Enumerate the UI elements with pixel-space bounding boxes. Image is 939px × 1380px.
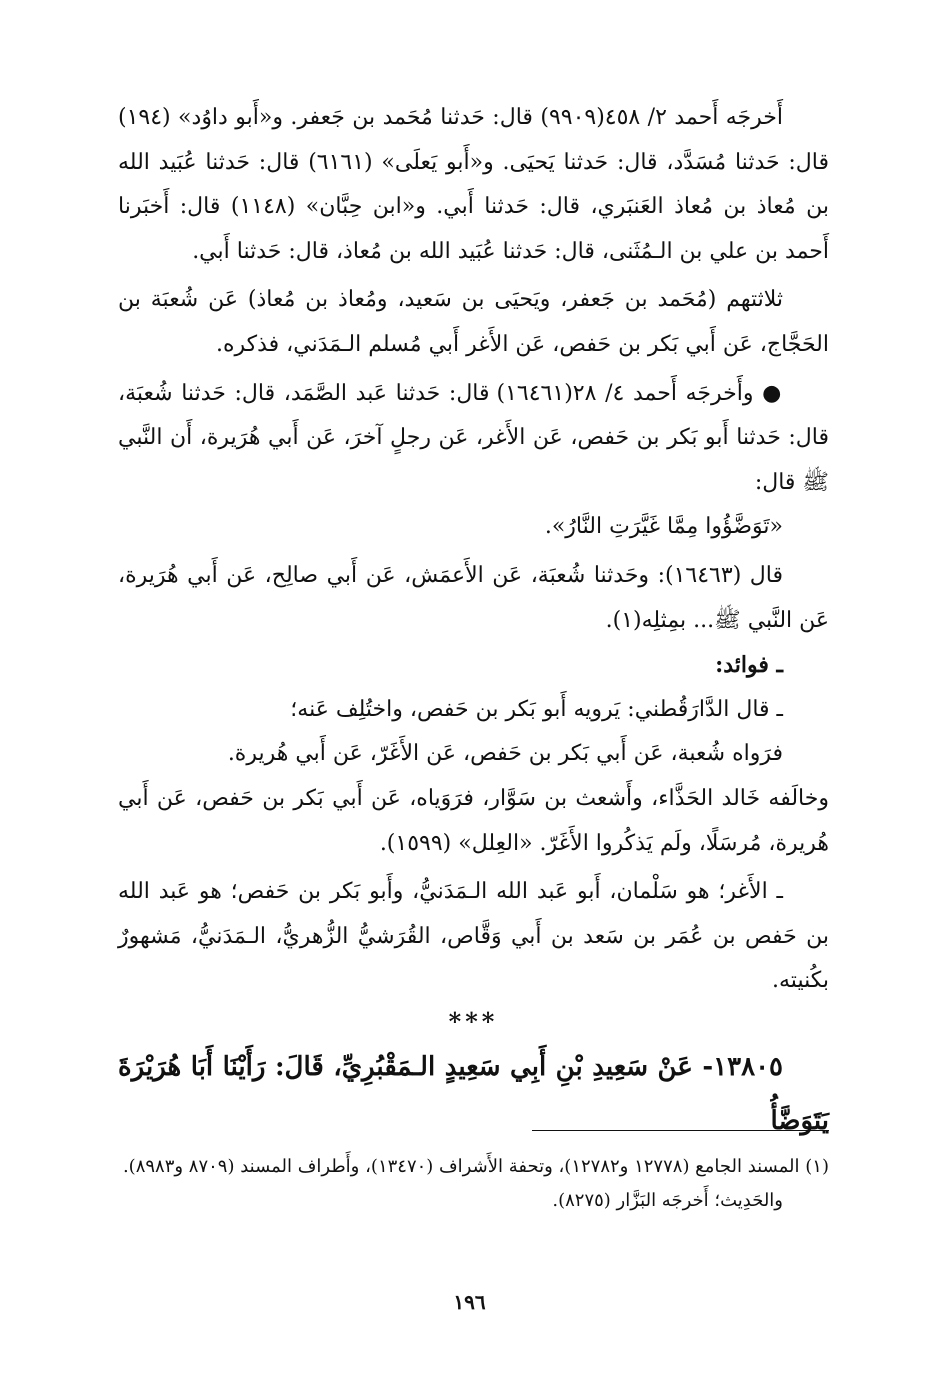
paragraph-takhrij-4: قال (١٦٤٦٣): وحَدثنا شُعبَة، عَن الأَعمَش، عَن أَبي صالِح، عَن أَبي هُرَيرة، عَن النَّبي ﷺ... بمِثلِه(١). bbox=[118, 562, 829, 633]
footnote-divider bbox=[532, 1130, 829, 1131]
paragraph-takhrij-2: ثلاثتهم (مُحَمد بن جَعفر، ويَحيَى بن سَعيد، ومُعاذ بن مُعاذ) عَن شُعبَة بن الحَجَّاج، عَن أَبي بَكر بن حَفص، عَن الأَغر أَبي مُسلم الـمَدَني، فذكره. bbox=[118, 287, 829, 357]
footnote-1: (١) المسند الجامع (١٢٧٧٨ و١٢٧٨٢)، وتحفة الأَشراف (١٣٤٧٠)، وأَطراف المسند (٨٧٠٩ و٨٩٨٣). bbox=[122, 1156, 829, 1177]
section-separator: *** bbox=[448, 1006, 499, 1036]
page-number: ١٩٦ bbox=[453, 1290, 486, 1314]
paragraph-takhrij-1: أَخرجَه أَحمد ٢/ ٤٥٨(٩٩٠٩) قال: حَدثنا مُحَمد بن جَعفر. و«أَبو داوُد» (١٩٤) قال: حَدثنا مُسَدَّد، قال: حَدثنا يَحيَى. و«أَبو يَعلَى» (٦١٦١) قال: حَدثنا عُبَيد الله بن مُعاذ بن مُعاذ العَنبَري، قال: حَدثنا أَبي. و«ابن حِبَّان» (١١٤٨) قال: أَخبَرنا أَحمد بن علي بن الـمُثَنى، قال: حَدثنا عُبَيد الله بن مُعاذ، قال: حَدثنا أَبي. bbox=[118, 105, 829, 264]
footnotes bbox=[118, 1150, 829, 1218]
footnote-2: والحَدِيث؛ أَخرجَه البَزَّار (٨٢٧٥). bbox=[552, 1190, 783, 1211]
paragraph-fawaid-1: ـ قال الدَّارَقُطني: يَرويه أَبو بَكر بن حَفص، واختُلِف عَنه؛ bbox=[290, 696, 783, 722]
hadith-quote: «تَوَضَّؤُوا مِمَّا غَيَّرَتِ النَّارُ». bbox=[544, 514, 783, 540]
hadith-heading: ١٣٨٠٥- عَنْ سَعِيدِ بْنِ أَبِي سَعِيدٍ الـمَقْبُرِيِّ، قَالَ: رَأَيْنَا أَبَا هُرَيْرَةَ يَتَوَضَّأُ bbox=[118, 1051, 829, 1136]
paragraph-fawaid-4: ـ الأَغر؛ هو سَلْمان، أَبو عَبد الله الـمَدَنيُّ، وأَبو بَكر بن حَفص؛ هو عَبد الله بن حَفص بن عُمَر بن سَعد بن أَبي وَقَّاص، القُرَشيُّ الزُّهريُّ، الـمَدَنيُّ، مَشهورٌ بكُنيته. bbox=[118, 879, 829, 994]
paragraph-takhrij-3: ● وأَخرجَه أَحمد ٤/ ٢٨(١٦٤٦١) قال: حَدثنا عَبد الصَّمَد، قال: حَدثنا شُعبَة، قال: حَدثنا أَبو بَكر بن حَفص، عَن الأَغر، عَن رجلٍ آخرَ، عَن أَبي هُرَيرة، أَن النَّبي ﷺ قال: bbox=[118, 380, 829, 495]
paragraph-fawaid-3: وخالَفه خَالد الحَذَّاء، وأَشعث بن سَوَّار، فرَوَياه، عَن أَبي بَكر بن حَفص، عَن أَبي هُريرة، مُرسَلًا، ولَم يَذكُروا الأَغَرّ. «العِلل» (١٥٩٩). bbox=[118, 785, 829, 856]
fawaid-heading: ـ فوائد: bbox=[715, 652, 783, 679]
paragraph-fawaid-2: فرَواه شُعبة، عَن أَبي بَكر بن حَفص، عَن الأَغَرّ، عَن أَبي هُريرة. bbox=[227, 741, 783, 767]
main-text bbox=[118, 96, 829, 1148]
